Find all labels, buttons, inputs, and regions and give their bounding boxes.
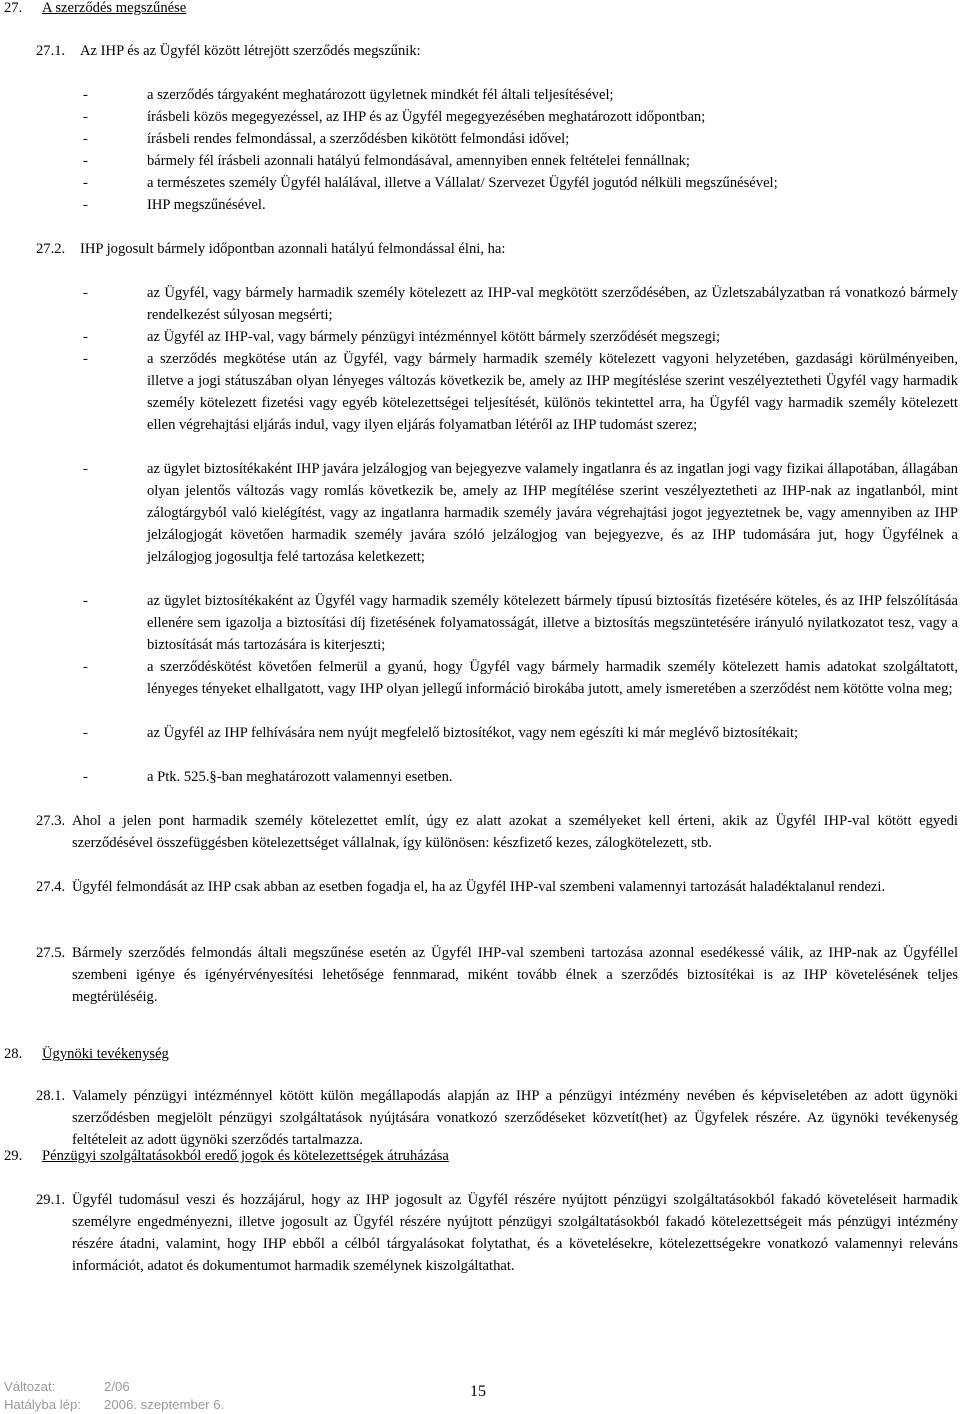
paragraph-number: 27.3. (36, 813, 66, 829)
section-number: 27. (4, 0, 23, 16)
list-bullet: - (83, 461, 88, 477)
paragraph-number: 27.1. (36, 43, 66, 59)
paragraph-27-5 (36, 942, 958, 1008)
paragraph-number: 29.1. (36, 1192, 66, 1208)
list-item (83, 766, 958, 788)
list-item (83, 128, 958, 150)
list-item (83, 106, 958, 128)
list-item (83, 656, 958, 700)
list-item (83, 722, 958, 744)
paragraph-27-1-lead (36, 40, 421, 62)
list-bullet: - (83, 175, 88, 191)
list-item (83, 150, 958, 172)
paragraph-text: Bármely szerződés felmondás általi megszűnése esetén az Ügyfél IHP-val szembeni tartozása azonnal esedékessé válik, az IHP-nak az Ügyféllel szembeni igénye és igényérvényesítési lehetősége fennmarad, miként tovább élnek a szerződés biztosítékai is az IHP követelésének teljes megtérüléséig. (72, 945, 958, 1005)
section-title: A szerződés megszűnése (42, 0, 187, 16)
list-item (83, 458, 958, 568)
list-item-text: írásbeli rendes felmondással, a szerződésben kikötött felmondási idővel; (147, 131, 570, 147)
list-bullet: - (83, 659, 88, 675)
list-bullet: - (83, 109, 88, 125)
list-bullet: - (83, 197, 88, 213)
list-item (83, 590, 958, 656)
section-29-heading (4, 1145, 449, 1167)
list-bullet: - (83, 131, 88, 147)
list-bullet: - (83, 725, 88, 741)
list-item-text: a szerződéskötést követően felmerül a gyanú, hogy Ügyfél vagy bármely harmadik személy kötelezett hamis adatokat szolgáltatott, lényeges tényeket elhallgatott, vagy IHP olyan jellegű információ birokába jutott, amely ismeretében a szerződést nem kötötte volna meg; (147, 659, 958, 697)
section-27-heading (4, 0, 186, 19)
list-item-text: az Ügyfél az IHP-val, vagy bármely pénzügyi intézménnyel kötött bármely szerződését megszegi; (147, 329, 720, 345)
footer-effective-label: Hatályba lép: (4, 1397, 81, 1412)
paragraph-28-1 (36, 1085, 958, 1151)
paragraph-text: Ahol a jelen pont harmadik személy kötelezettet említ, úgy ez alatt azokat a személyeket kell érteni, akik az Ügyfél IHP-val kötött egyedi szerződésével összefüggésben kötelezettséget vállalnak, így különösen: készfizető kezes, zálogkötelezett, stb. (72, 813, 958, 851)
list-bullet: - (83, 351, 88, 367)
list-item-text: a Ptk. 525.§-ban meghatározott valamennyi esetben. (147, 769, 453, 785)
footer-effective-value: 2006. szeptember 6. (104, 1397, 225, 1412)
list-bullet: - (83, 153, 88, 169)
list-item-text: az Ügyfél, vagy bármely harmadik személy kötelezett az IHP-val megkötött szerződésében, az Üzletszabályzatban rá vonatkozó bármely rendelkezést súlyosan megsérti; (147, 285, 958, 323)
list-bullet: - (83, 87, 88, 103)
list-bullet: - (83, 285, 88, 301)
page-number: 15 (470, 1383, 486, 1400)
list-item (83, 84, 958, 106)
paragraph-lead-text: Az IHP és az Ügyfél között létrejött szerződés megszűnik: (80, 43, 421, 59)
page-footer (4, 1378, 224, 1414)
list-item (83, 172, 958, 194)
paragraph-number: 28.1. (36, 1088, 66, 1104)
list-item (83, 348, 958, 436)
list-item (83, 282, 958, 326)
list-item-text: az ügylet biztosítékaként az Ügyfél vagy harmadik személy kötelezett bármely típusú biztosítás fizetésére köteles, és az IHP felszólításáa ellenére sem igazolja a biztosítási díj fizetésének folyamatosságát, illetve a biztosítás megszüntetésére irányuló nyilatkozatot tesz, vagy a biztosítását más tartozására is kiterjeszti; (147, 593, 958, 653)
list-item-text: írásbeli közös megegyezéssel, az IHP és az Ügyfél megegyezésében meghatározott időpontban; (147, 109, 706, 125)
list-item (83, 326, 958, 348)
list-item-text: a természetes személy Ügyfél halálával, illetve a Vállalat/ Szervezet Ügyfél jogutód nélküli megszűnésével; (147, 175, 778, 191)
list-item-text: a szerződés tárgyaként meghatározott ügyletnek mindkét fél általi teljesítésével; (147, 87, 614, 103)
paragraph-27-3 (36, 810, 958, 854)
list-bullet: - (83, 593, 88, 609)
list-item (83, 194, 958, 216)
list-item-text: az ügylet biztosítékaként IHP javára jelzálogjog van bejegyezve valamely ingatlanra és az ingatlan jogi vagy fizikai állapotában, állagában olyan jelentős változás vagy romlás következik be, amely az IHP megítélése szerint veszélyeztetheti az IHP-nak az ingatlanból, mint zálogtárgyból való kielégítést, vagy az ingatlanra harmadik személy javára végrehajtási jogot jegyeztetnek be, vagy amennyiben az IHP jelzálogjogát követően harmadik személy javára szóló jelzálogjog van bejegyezve, és az IHP tudomására jut, hogy Ügyfélnek a jelzálogjog jogosultja felé tartozása keletkezett; (147, 461, 958, 565)
section-28-heading (4, 1043, 169, 1065)
paragraph-number: 27.2. (36, 241, 66, 257)
paragraph-number: 27.5. (36, 945, 66, 961)
section-title: Ügynöki tevékenység (42, 1046, 169, 1062)
list-item-text: az Ügyfél az IHP felhívására nem nyújt megfelelő biztosítékot, vagy nem egészíti ki már meglévő biztosítékait; (147, 725, 799, 741)
paragraph-27-4 (36, 876, 958, 898)
paragraph-text: Ügyfél felmondását az IHP csak abban az esetben fogadja el, ha az Ügyfél IHP-val szembeni valamennyi tartozását haladéktalanul rendezi. (72, 879, 886, 895)
list-item-text: IHP megszűnésével. (147, 197, 266, 213)
paragraph-27-2-lead (36, 238, 505, 260)
paragraph-number: 27.4. (36, 879, 66, 895)
paragraph-29-1 (36, 1189, 958, 1277)
list-item-text: bármely fél írásbeli azonnali hatályú felmondásával, amennyiben ennek feltételei fennállnak; (147, 153, 690, 169)
section-title: Pénzügyi szolgáltatásokból eredő jogok és kötelezettségek átruházása (42, 1148, 449, 1164)
list-item-text: a szerződés megkötése után az Ügyfél, vagy bármely harmadik személy kötelezett vagyoni helyzetében, gazdasági körülményeiben, illetve a jogi státuszában olyan lényeges változás következik be, amely az IHP megítéslése szerint veszélyeztetheti Ügyfél vagy harmadik személy kötelezett fizetési vagy egyéb kötelezettségei teljesítését, különös tekintettel arra, ha Ügyfél vagy harmadik személy kötelezett ellen végrehajtási eljárás indul, vagy ilyen eljárás folyamatban létéről az IHP tudomást szerez; (147, 351, 958, 433)
section-number: 29. (4, 1148, 23, 1164)
list-bullet: - (83, 329, 88, 345)
footer-version-value: 2/06 (104, 1379, 130, 1394)
footer-version-label: Változat: (4, 1379, 56, 1394)
paragraph-text: Valamely pénzügyi intézménnyel kötött külön megállapodás alapján az IHP a pénzügyi intézmény nevében és képviseletében az adott ügynöki szerződésben megjelölt pénzügyi szolgáltatások nyújtására vonatkozó szerződéseket közvetít(het) az Ügyfelek részére. Az ügynöki tevékenység feltételeit az adott ügynöki szerződés tartalmazza. (72, 1088, 958, 1148)
list-bullet: - (83, 769, 88, 785)
section-number: 28. (4, 1046, 23, 1062)
paragraph-lead-text: IHP jogosult bármely időpontban azonnali hatályú felmondással élni, ha: (80, 241, 506, 257)
paragraph-text: Ügyfél tudomásul veszi és hozzájárul, hogy az IHP jogosult az Ügyfél részére nyújtott pénzügyi szolgáltatásokból fakadó követeléseit harmadik személyre engedményezni, illetve jogosult az Ügyfél részére nyújtott pénzügyi szolgáltatásokból fakadó kötelezettségeit más pénzügyi intézmény részére átadni, valamint, hogy IHP ebből a célból tárgyalásokat folytathat, és a követelésekre, kötelezettségekre vonatkozó valamennyi releváns információt, adatot és dokumentumot harmadik személynek kiszolgáltathat. (72, 1192, 958, 1274)
